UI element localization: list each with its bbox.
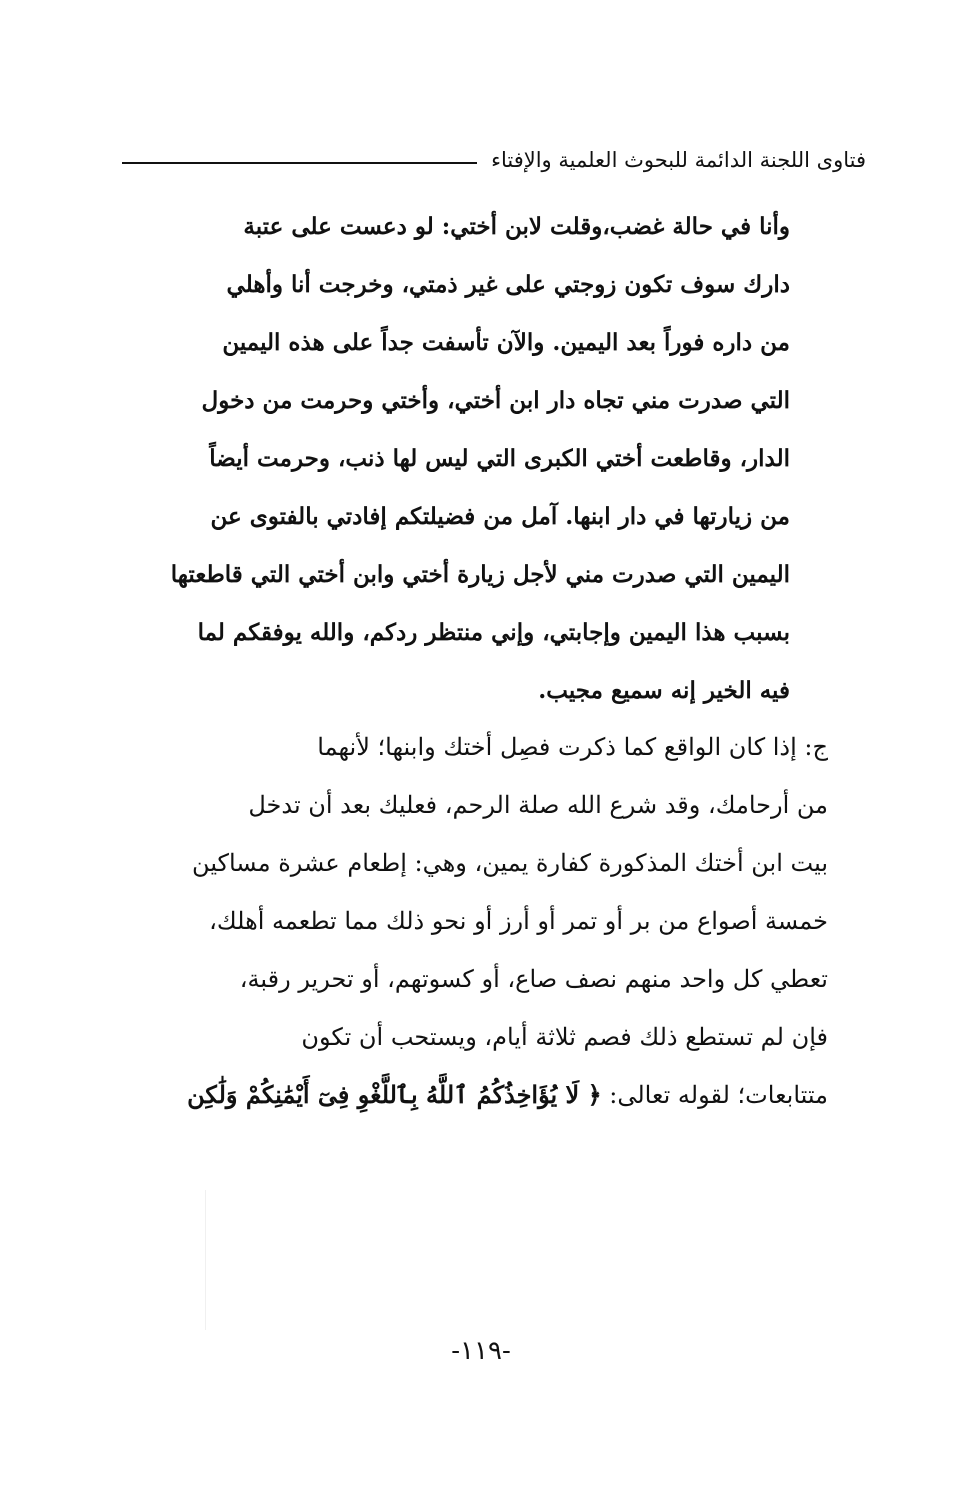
answer-last-line-prefix: متتابعات؛ لقوله تعالى: (609, 1081, 828, 1109)
question-line: دارك سوف تكون زوجتي على غير ذمتي، وخرجت أنا وأهلي (226, 271, 790, 298)
answer-line: من أرحامك، وقد شرع الله صلة الرحم، فعليك بعد أن تدخل (248, 791, 828, 819)
question-line: التي صدرت مني تجاه دار ابن أختي، وأختي وحرمت من دخول (201, 387, 790, 414)
answer-line: تعطي كل واحد منهم نصف صاع، أو كسوتهم، أو تحرير رقبة، (239, 965, 828, 993)
running-header (122, 140, 866, 180)
answer-line: بيت ابن أختك المذكورة كفارة يمين، وهي: إطعام عشرة مساكين (192, 849, 828, 877)
question-line: من زيارتها في دار ابنها. آمل من فضيلتكم إفادتي بالفتوى عن (210, 503, 790, 530)
question-line: الدار، وقاطعت أختي الكبرى التي ليس لها ذنب، وحرمت أيضاً (209, 445, 790, 472)
answer-line: خمسة أصواع من بر أو تمر أو أرز أو نحو ذلك مما تطعمه أهلك، (209, 907, 828, 935)
question-line: بسبب هذا اليمين وإجابتي، وإني منتظر ردكم، والله يوفقكم لما (197, 619, 790, 646)
answer-block (90, 718, 828, 1124)
answer-line: فإن لم تستطع ذلك فصم ثلاثة أيام، ويستحب أن تكون (301, 1023, 828, 1051)
question-line: اليمين التي صدرت مني لأجل زيارة أختي وابن أختي التي قاطعتها (170, 561, 790, 588)
answer-line: ج: إذا كان الواقع كما ذكرت فصِل أختك وابنها؛ لأنهما (317, 733, 828, 761)
page-number: -١١٩- (451, 1336, 511, 1366)
scan-artifact-line (205, 1190, 206, 1330)
quran-verse: ﴿ لَا يُؤَاخِذُكُمُ ٱللَّهُ بِٱللَّغْوِ فِىٓ أَيْمَٰنِكُمْ وَلَٰكِن (187, 1080, 602, 1109)
header-rule (122, 162, 477, 164)
header-title: فتاوى اللجنة الدائمة للبحوث العلمية والإفتاء (491, 147, 866, 172)
question-block (130, 198, 828, 1109)
question-line: من داره فوراً بعد اليمين. والآن تأسفت جداً على هذه اليمين (222, 329, 790, 356)
question-line: وأنا في حالة غضب،وقلت لابن أختي: لو دعست على عتبة (243, 213, 790, 240)
answer-last-line (90, 1066, 828, 1124)
question-line: فيه الخير إنه سميع مجيب. (538, 677, 790, 704)
